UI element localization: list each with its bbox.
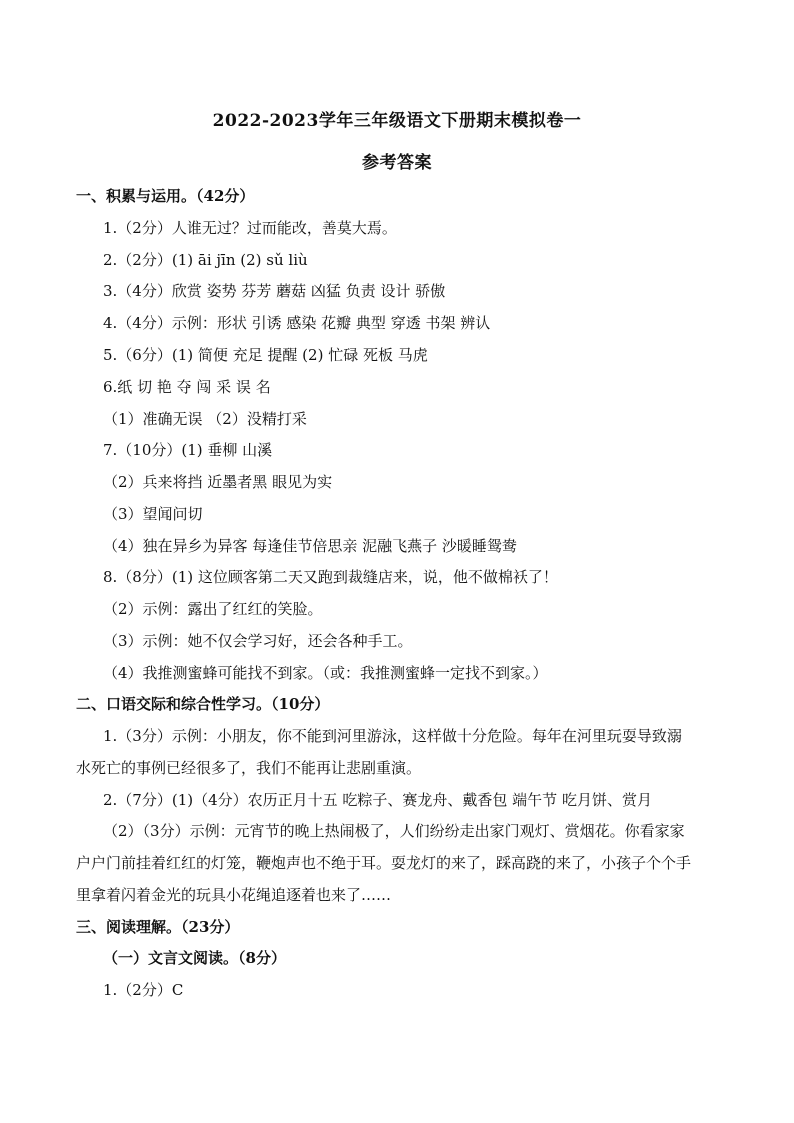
answer-line-q8-sub4: （4）我推测蜜蜂可能找不到家。（或：我推测蜜蜂一定找不到家。） <box>103 664 548 682</box>
answer-line-oral-1a: 1.（3分）示例：小朋友，你不能到河里游泳，这样做十分危险。每年在河里玩耍导致溺 <box>103 727 682 745</box>
answer-line-oral-1b: 水死亡的事例已经很多了，我们不能再让悲剧重演。 <box>76 759 422 777</box>
answer-line-q8: 8.（8分）(1) 这位顾客第二天又跑到裁缝店来，说，他不做棉袄了！ <box>103 568 558 586</box>
subsection-heading-classical-chinese: （一）文言文阅读。（8分） <box>103 949 286 967</box>
answer-line-oral-2a: 2.（7分）(1)（4分）农历正月十五 吃粽子、赛龙舟、戴香包 端午节 吃月饼、赏月 <box>103 791 652 809</box>
answer-line-q1: 1.（2分）人谁无过？过而能改，善莫大焉。 <box>103 219 397 237</box>
section-heading-1: 一、积累与运用。（42分） <box>76 187 255 205</box>
document-subtitle: 参考答案 <box>362 153 432 173</box>
answer-line-reading-1: 1.（2分）C <box>103 981 184 999</box>
answer-line-q4: 4.（4分）示例：形状 引诱 感染 花瓣 典型 穿透 书架 辨认 <box>103 314 491 332</box>
answer-line-q6: 6.纸 切 艳 夺 闯 采 误 名 <box>103 378 271 396</box>
answer-line-q3: 3.（4分）欣赏 姿势 芬芳 蘑菇 凶猛 负责 设计 骄傲 <box>103 282 446 300</box>
answer-line-oral-2c: 户户门前挂着红红的灯笼，鞭炮声也不绝于耳。耍龙灯的来了，踩高跷的来了，小孩子个个手 <box>76 854 692 872</box>
answer-line-q2: 2.（2分）(1) āi jīn (2) sǔ liù <box>103 251 308 269</box>
section-heading-2: 二、口语交际和综合性学习。（10分） <box>76 695 330 713</box>
answer-line-q7-sub4: （4）独在异乡为异客 每逢佳节倍思亲 泥融飞燕子 沙暖睡鸳鸯 <box>103 537 517 555</box>
answer-line-q7-sub3: （3）望闻问切 <box>103 505 203 523</box>
answer-line-q8-sub3: （3）示例：她不仅会学习好，还会各种手工。 <box>103 632 413 650</box>
answer-line-q8-sub2: （2）示例：露出了红红的笑脸。 <box>103 600 323 618</box>
answer-line-q5: 5.（6分）(1) 简便 充足 提醒 (2) 忙碌 死板 马虎 <box>103 346 428 364</box>
answer-line-q7-sub2: （2）兵来将挡 近墨者黑 眼见为实 <box>103 473 333 491</box>
section-heading-3: 三、阅读理解。（23分） <box>76 918 240 936</box>
answer-line-q6-sub: （1）准确无误 （2）没精打采 <box>103 410 307 428</box>
document-title: 2022-2023学年三年级语文下册期末模拟卷一 <box>212 111 582 131</box>
answer-line-q7: 7.（10分）(1) 垂柳 山溪 <box>103 441 273 459</box>
answer-line-oral-2b: （2）（3分）示例：元宵节的晚上热闹极了，人们纷纷走出家门观灯、赏烟花。你看家家 <box>103 822 685 840</box>
answer-line-oral-2d: 里拿着闪着金光的玩具小花绳追逐着也来了…… <box>76 886 392 904</box>
